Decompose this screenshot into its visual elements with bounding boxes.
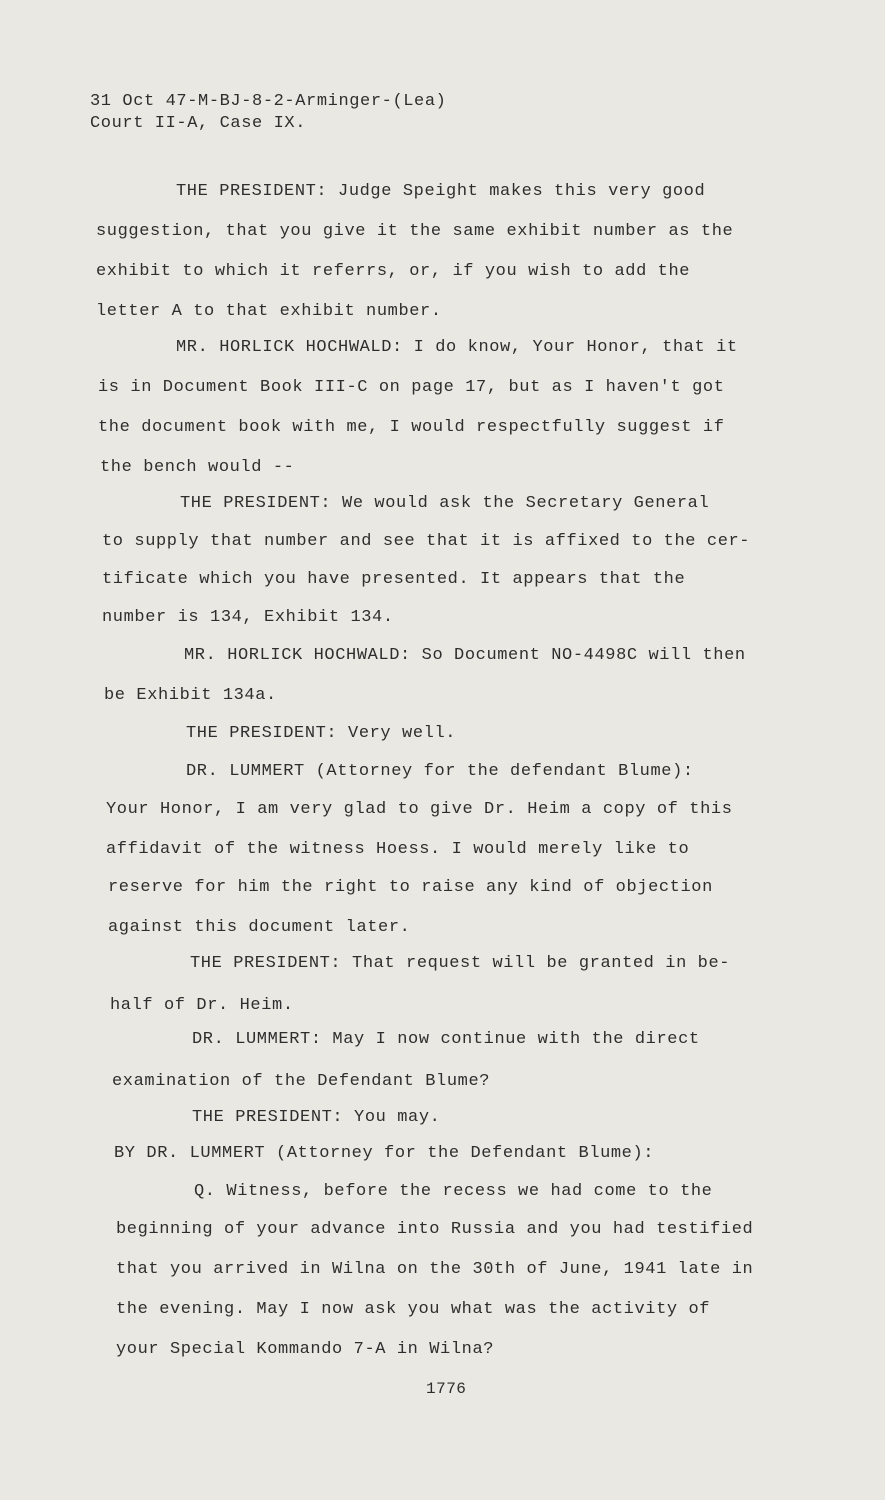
text-line: letter A to that exhibit number.: [96, 302, 442, 321]
text-line: half of Dr. Heim.: [110, 996, 294, 1015]
page-number: 1776: [426, 1380, 467, 1398]
text-line: DR. LUMMERT (Attorney for the defendant Blume):: [186, 762, 694, 781]
text-line: number is 134, Exhibit 134.: [102, 608, 394, 627]
text-line: the document book with me, I would respectfully suggest if: [98, 418, 725, 437]
text-line: is in Document Book III-C on page 17, but as I haven't got: [98, 378, 725, 397]
text-line: Your Honor, I am very glad to give Dr. Heim a copy of this: [106, 800, 733, 819]
text-line: tificate which you have presented. It appears that the: [102, 570, 686, 589]
text-line: THE PRESIDENT: Judge Speight makes this very good: [176, 182, 706, 201]
text-line: to supply that number and see that it is affixed to the cer-: [102, 532, 751, 551]
text-line: the evening. May I now ask you what was the activity of: [116, 1300, 711, 1319]
text-line: Q. Witness, before the recess we had come to the: [194, 1182, 713, 1201]
text-line: examination of the Defendant Blume?: [112, 1072, 491, 1091]
text-line: DR. LUMMERT: May I now continue with the direct: [192, 1030, 700, 1049]
header-reference: 31 Oct 47-M-BJ-8-2-Arminger-(Lea): [90, 92, 447, 111]
text-line: MR. HORLICK HOCHWALD: I do know, Your Honor, that it: [176, 338, 738, 357]
text-line: that you arrived in Wilna on the 30th of June, 1941 late in: [116, 1260, 754, 1279]
text-line: suggestion, that you give it the same exhibit number as the: [96, 222, 734, 241]
text-line: your Special Kommando 7-A in Wilna?: [116, 1340, 495, 1359]
text-line: be Exhibit 134a.: [104, 686, 277, 705]
text-line: THE PRESIDENT: Very well.: [186, 724, 457, 743]
text-line: exhibit to which it referrs, or, if you wish to add the: [96, 262, 691, 281]
header-court-case: Court II-A, Case IX.: [90, 114, 307, 133]
text-line: MR. HORLICK HOCHWALD: So Document NO-4498C will then: [184, 646, 746, 665]
text-line: THE PRESIDENT: That request will be granted in be-: [190, 954, 731, 973]
text-line: THE PRESIDENT: We would ask the Secretary General: [180, 494, 710, 513]
text-line: beginning of your advance into Russia and you had testified: [116, 1220, 754, 1239]
text-line: THE PRESIDENT: You may.: [192, 1108, 441, 1127]
text-line: BY DR. LUMMERT (Attorney for the Defendant Blume):: [114, 1144, 655, 1163]
text-line: affidavit of the witness Hoess. I would merely like to: [106, 840, 690, 859]
text-line: the bench would --: [100, 458, 295, 477]
text-line: reserve for him the right to raise any kind of objection: [108, 878, 713, 897]
text-line: against this document later.: [108, 918, 411, 937]
